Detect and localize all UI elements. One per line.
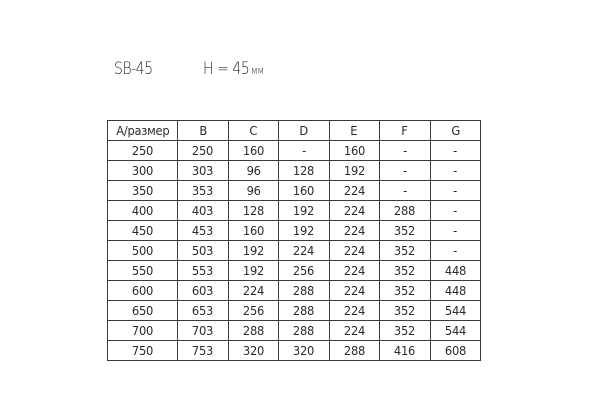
cell-value: 192 (293, 222, 315, 238)
row-size-cell (108, 321, 178, 341)
column-header (279, 121, 330, 141)
table-cell (329, 221, 380, 241)
table-cell (228, 241, 279, 261)
column-header (380, 121, 431, 141)
table-cell (279, 181, 330, 201)
cell-value: 700 (131, 322, 154, 338)
cell-value: - (453, 162, 458, 178)
cell-value: 448 (444, 282, 466, 298)
cell-value: 224 (343, 242, 365, 258)
height-spec (203, 59, 264, 79)
cell-value: 288 (343, 342, 365, 358)
cell-value: - (453, 202, 458, 218)
column-header (329, 121, 380, 141)
cell-value: - (453, 142, 458, 158)
cell-value: 224 (293, 242, 315, 258)
table-cell (178, 341, 229, 361)
table-cell (430, 221, 481, 241)
table-cell (279, 241, 330, 261)
cell-value: 224 (343, 222, 365, 238)
table-cell (430, 161, 481, 181)
column-header (108, 121, 178, 141)
table-cell (380, 181, 431, 201)
table-cell (228, 221, 279, 241)
row-size-cell (108, 161, 178, 181)
height-label: H = 45 (203, 59, 250, 79)
table-cell (228, 261, 279, 281)
table-cell (228, 161, 279, 181)
cell-value: 352 (394, 322, 416, 338)
table-cell (178, 201, 229, 221)
row-size-cell (108, 241, 178, 261)
column-header-label: G (450, 122, 460, 138)
table-cell (178, 221, 229, 241)
table-row (108, 241, 481, 261)
table-cell (380, 341, 431, 361)
cell-value: 353 (192, 182, 214, 198)
table-cell (329, 161, 380, 181)
cell-value: 224 (343, 202, 365, 218)
row-size-cell (108, 261, 178, 281)
cell-value: 288 (293, 322, 315, 338)
cell-value: - (402, 162, 407, 178)
table-cell (329, 141, 380, 161)
cell-value: 553 (192, 262, 214, 278)
cell-value: 300 (131, 162, 154, 178)
cell-value: 352 (394, 222, 416, 238)
table-cell (279, 301, 330, 321)
table-row (108, 341, 481, 361)
cell-value: 160 (343, 142, 365, 158)
cell-value: 224 (242, 282, 264, 298)
table-cell (178, 281, 229, 301)
table-cell (279, 201, 330, 221)
cell-value: - (402, 182, 407, 198)
row-size-cell (108, 301, 178, 321)
cell-value: 416 (394, 342, 416, 358)
table-cell (430, 181, 481, 201)
table-row (108, 221, 481, 241)
table-cell (279, 341, 330, 361)
table-cell (329, 341, 380, 361)
table-row (108, 301, 481, 321)
table-cell (178, 241, 229, 261)
cell-value: 450 (131, 222, 154, 238)
cell-value: 288 (293, 282, 315, 298)
cell-value: 224 (343, 182, 365, 198)
cell-value: 256 (293, 262, 315, 278)
table-cell (279, 161, 330, 181)
cell-value: 303 (192, 162, 214, 178)
table-cell (279, 141, 330, 161)
table-cell (380, 201, 431, 221)
row-size-cell (108, 141, 178, 161)
cell-value: 250 (131, 142, 154, 158)
cell-value: - (301, 142, 306, 158)
cell-value: 448 (444, 262, 466, 278)
cell-value: 192 (242, 262, 264, 278)
table-cell (228, 141, 279, 161)
table-row (108, 201, 481, 221)
cell-value: 544 (444, 302, 466, 318)
table-cell (279, 221, 330, 241)
cell-value: 160 (242, 222, 264, 238)
cell-value: - (453, 222, 458, 238)
cell-value: 352 (394, 242, 416, 258)
row-size-cell (108, 281, 178, 301)
row-size-cell (108, 221, 178, 241)
table-cell (228, 201, 279, 221)
cell-value: 96 (246, 162, 261, 178)
cell-value: 192 (242, 242, 264, 258)
table-cell (228, 321, 279, 341)
cell-value: 750 (131, 342, 154, 358)
table-cell (178, 141, 229, 161)
row-size-cell (108, 201, 178, 221)
table-cell (178, 161, 229, 181)
table-cell (430, 141, 481, 161)
cell-value: 256 (242, 302, 264, 318)
table-row (108, 141, 481, 161)
column-header (228, 121, 279, 141)
cell-value: 128 (242, 202, 264, 218)
cell-value: 288 (394, 202, 416, 218)
cell-value: - (453, 182, 458, 198)
table-cell (380, 321, 431, 341)
cell-value: - (453, 242, 458, 258)
table-cell (329, 241, 380, 261)
table-cell (329, 181, 380, 201)
table-cell (329, 201, 380, 221)
cell-value: 288 (293, 302, 315, 318)
column-header-label: B (198, 122, 207, 138)
spec-header (114, 59, 277, 85)
table-cell (329, 321, 380, 341)
column-header-label: E (350, 122, 358, 138)
table-cell (430, 301, 481, 321)
cell-value: 352 (394, 282, 416, 298)
table-row (108, 321, 481, 341)
cell-value: 608 (444, 342, 466, 358)
cell-value: 600 (131, 282, 154, 298)
cell-value: 96 (246, 182, 261, 198)
cell-value: 320 (242, 342, 264, 358)
cell-value: 288 (242, 322, 264, 338)
cell-value: 192 (343, 162, 365, 178)
table-cell (178, 301, 229, 321)
cell-value: 352 (394, 302, 416, 318)
cell-value: 160 (242, 142, 264, 158)
cell-value: 453 (192, 222, 214, 238)
table-row (108, 161, 481, 181)
table-body (108, 141, 481, 361)
cell-value: 224 (343, 282, 365, 298)
table-cell (279, 321, 330, 341)
cell-value: 192 (293, 202, 315, 218)
cell-value: 224 (343, 322, 365, 338)
table-cell (380, 281, 431, 301)
table-cell (228, 281, 279, 301)
cell-value: 503 (192, 242, 214, 258)
column-header-label: A/размер (115, 122, 170, 138)
table-cell (228, 341, 279, 361)
table-cell (380, 261, 431, 281)
table-cell (430, 321, 481, 341)
cell-value: 603 (192, 282, 214, 298)
table-cell (380, 161, 431, 181)
cell-value: - (402, 142, 407, 158)
table-cell (430, 261, 481, 281)
cell-value: 703 (192, 322, 214, 338)
table-cell (178, 181, 229, 201)
cell-value: 224 (343, 302, 365, 318)
cell-value: 128 (293, 162, 315, 178)
table-cell (430, 341, 481, 361)
column-header-label: D (299, 122, 309, 138)
table-cell (329, 281, 380, 301)
cell-value: 500 (131, 242, 154, 258)
cell-value: 350 (131, 182, 154, 198)
table-cell (380, 241, 431, 261)
column-header-label: C (249, 122, 258, 138)
table-cell (380, 301, 431, 321)
table-cell (380, 141, 431, 161)
cell-value: 400 (131, 202, 154, 218)
table-cell (329, 301, 380, 321)
table-cell (329, 261, 380, 281)
table-cell (178, 321, 229, 341)
cell-value: 250 (192, 142, 214, 158)
cell-value: 320 (293, 342, 315, 358)
table-cell (178, 261, 229, 281)
dimensions-table (107, 120, 481, 361)
column-header (178, 121, 229, 141)
row-size-cell (108, 341, 178, 361)
model-name: SB-45 (114, 59, 153, 79)
table-cell (380, 221, 431, 241)
cell-value: 403 (192, 202, 214, 218)
cell-value: 550 (131, 262, 154, 278)
table-cell (430, 241, 481, 261)
column-header-label: F (401, 122, 408, 138)
cell-value: 753 (192, 342, 214, 358)
table-cell (430, 201, 481, 221)
table-cell (279, 261, 330, 281)
height-unit: мм (251, 64, 264, 77)
row-size-cell (108, 181, 178, 201)
cell-value: 544 (444, 322, 466, 338)
cell-value: 160 (293, 182, 315, 198)
cell-value: 224 (343, 262, 365, 278)
column-header (430, 121, 481, 141)
cell-value: 352 (394, 262, 416, 278)
table-header-row (108, 121, 481, 141)
table-cell (228, 301, 279, 321)
table-row (108, 181, 481, 201)
cell-value: 650 (131, 302, 154, 318)
table-cell (228, 181, 279, 201)
table-cell (279, 281, 330, 301)
table-cell (430, 281, 481, 301)
table-row (108, 281, 481, 301)
cell-value: 653 (192, 302, 214, 318)
table-row (108, 261, 481, 281)
